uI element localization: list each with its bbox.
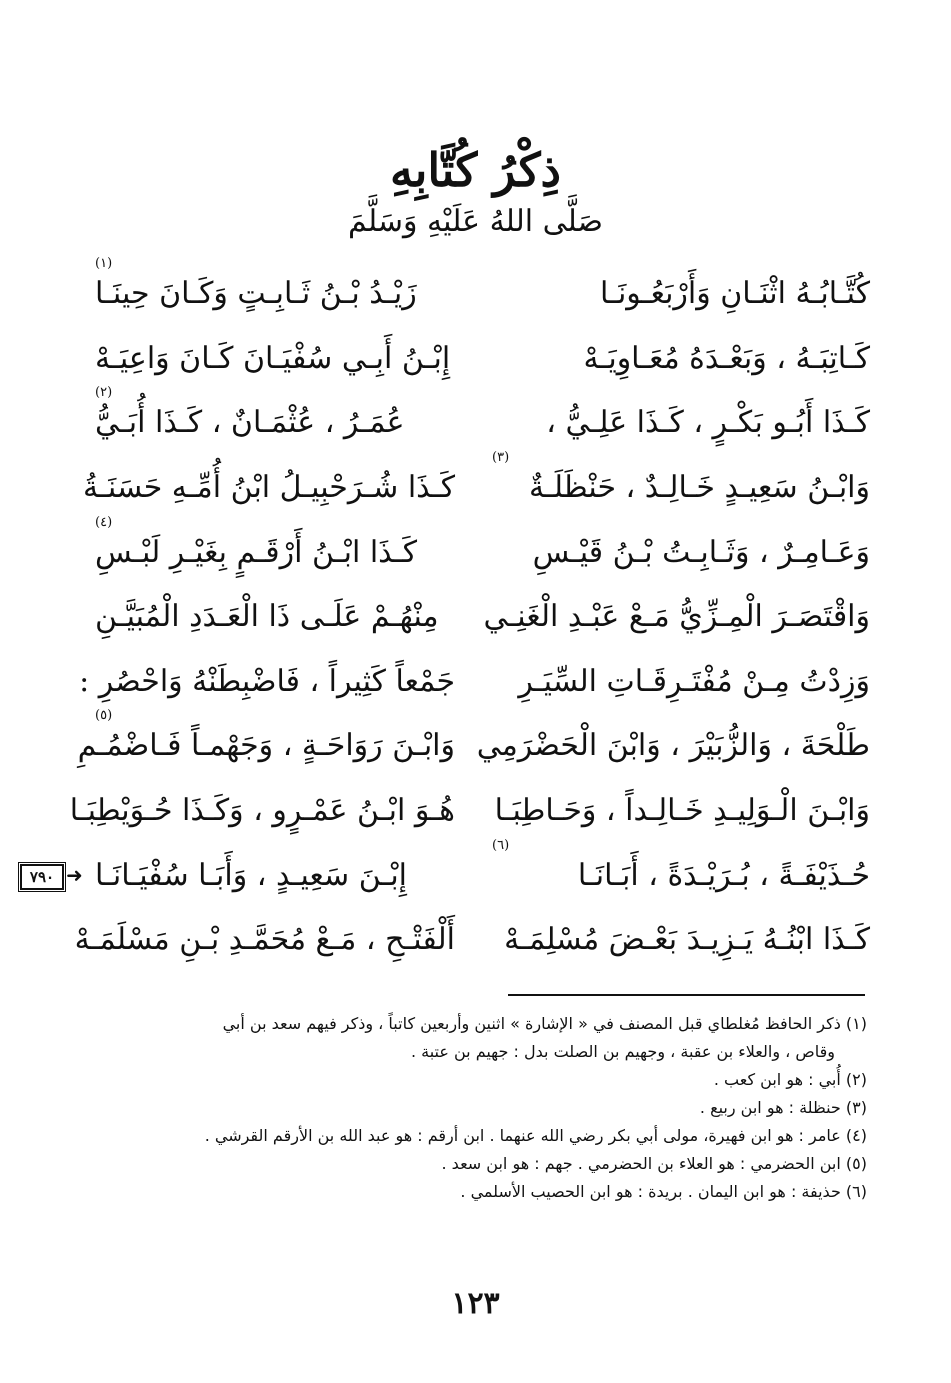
hemistich-text: كَـذَا ابْنُـهُ يَـزِيـدَ بَعْـضَ مُسْلِمَـهْ (504, 922, 870, 958)
verse-first-hemistich (492, 837, 870, 899)
hemistich-text: أَلْفَتْـحِ ، مَـعْ مُحَمَّـدِ بْـنِ مَسْلَمَـهْ (74, 922, 455, 958)
verse-first-hemistich (510, 271, 870, 317)
verse-second-hemistich (95, 594, 455, 640)
hemistich-text: كُتَّـابُـهُ اثْنَـانِ وَأَرْبَعُـونَـا (600, 276, 870, 312)
verse-second-hemistich (79, 659, 455, 705)
verse-second-hemistich (74, 917, 455, 963)
hemistich-text: وَابْـنُ سَعِيـدٍ خَـالِـدٌ ، حَنْظَلَـةٌ (529, 470, 870, 506)
hemistich-text: وَابْـنَ رَوَاحَـةٍ ، وَجَهْمـاً فَـاضْمُـمِ (77, 728, 455, 764)
page-number: ١٢٣ (451, 1286, 500, 1321)
verse-first-hemistich (483, 594, 870, 640)
verse-line (95, 385, 870, 456)
footnote: (٦) حذيفة : هو ابن اليمان . بريدة : هو ابن الحصيب الأسلمي . (460, 1182, 867, 1201)
verse-second-hemistich (77, 708, 455, 769)
verse-line (74, 908, 870, 973)
verse-line (95, 327, 870, 392)
verse-line (83, 450, 870, 521)
footnote-marker: (٦) (492, 837, 510, 853)
verse-line (95, 837, 870, 908)
verse-first-hemistich (510, 336, 870, 382)
verse-first-hemistich (510, 530, 870, 576)
verse-second-hemistich (95, 336, 455, 382)
hemistich-text: وَابْـنَ الْـوَلِيـدِ خَـالِـداً ، وَحَـاطِبَـا (494, 793, 870, 829)
verse-first-hemistich (494, 788, 870, 834)
verse-first-hemistich (510, 400, 870, 446)
footnote-divider (508, 994, 865, 996)
footnote-marker: (٢) (95, 385, 113, 401)
verse-second-hemistich (83, 465, 455, 511)
hemistich-text: وَاقْتَصَـرَ الْمِـزِّيُّ مَـعْ عَبْـدِ الْغَنِـي (483, 599, 870, 635)
page-subtitle: صَلَّى اللهُ عَلَيْهِ وَسَلَّمَ (348, 204, 603, 239)
footnote: وقاص ، والعلاء بن عقبة ، وجهيم بن الصلت بدل : جهيم بن عتبة . (410, 1042, 835, 1061)
verse-line (95, 256, 870, 327)
verse-second-hemistich (95, 514, 455, 576)
footnote: (٣) حنظلة : هو ابن ربيع . (699, 1098, 867, 1117)
verse-second-hemistich (69, 788, 455, 834)
hemistich-text: وَعَـامِـرٌ ، وَثَـابِـتُ بْـنُ قَيْـسِ (532, 534, 870, 570)
verse-line (79, 650, 870, 715)
hemistich-text: زَيْـدُ بْـنُ ثَـابِـتٍ وَكَـانَ حِينَـا (95, 276, 417, 312)
verse-line (77, 708, 870, 779)
footnote: (٥) ابن الحضرمي : هو العلاء بن الحضرمي . جهم : هو ابن سعد . (441, 1154, 867, 1173)
hemistich-text: كَـذَا أَبُـو بَكْـرٍ ، كَـذَا عَلِـيُّ ، (546, 405, 870, 441)
verse-first-hemistich (476, 723, 870, 769)
verse-line (95, 514, 870, 585)
verse-second-hemistich (95, 853, 455, 899)
hemistich-text: هُـوَ ابْـنُ عَمْـرٍو ، وَكَـذَا حُـوَيْطِبَـا (69, 793, 455, 829)
footnote: (٢) أُبي : هو ابن كعب . (713, 1070, 867, 1089)
footnote: (٤) عامر : هو ابن فهيرة، مولى أبي بكر رضي الله عنهما . ابن أرقم : هو عبد الله بن الأرقم القرشي . (204, 1126, 867, 1145)
footnotes (95, 1010, 867, 1206)
hemistich-text: عُمَـرُ ، عُثْمَـانٌ ، كَـذَا أُبَـيُّ (95, 405, 405, 441)
footnote: (١) ذكر الحافظ مُغلطاي قبل المصنف في « الإشارة » اثنين وأربعين كاتباً ، وذكر فيهم سعد بن أبي (222, 1014, 867, 1033)
hemistich-text: كَـاتِبَـهُ ، وَبَعْـدَهُ مُعَـاوِيَـهْ (583, 340, 870, 376)
hemistich-text: كَـذَا ابْـنُ أَرْقَـمٍ بِغَيْـرِ لَبْـسِ (95, 534, 417, 570)
hemistich-text: إِبْـنَ سَعِيـدٍ ، وَأَبَـا سُفْيَـانَـا (95, 857, 408, 893)
verse-first-hemistich (492, 450, 870, 511)
verse-line (69, 779, 870, 844)
footnote-marker: (١) (95, 256, 113, 272)
footnote-marker: (٥) (95, 708, 113, 724)
poem (69, 256, 870, 973)
page-title: ذِكْرُ كُتَّابِهِ (389, 143, 562, 197)
footnote-marker: (٣) (492, 450, 510, 466)
hemistich-text: حُـذَيْفَـةً ، بُـرَيْـدَةً ، أَبَـانَـا (577, 857, 870, 893)
hemistich-text: إِبْـنُ أَبِـي سُفْيَـانَ كَـانَ وَاعِيَـهْ (95, 340, 451, 376)
hemistich-text: طَلْحَةَ ، وَالزُّبَيْرَ ، وَابْنَ الْحَضْرَمِي (476, 728, 870, 764)
verse-second-hemistich (95, 256, 455, 317)
verse-first-hemistich (510, 659, 870, 705)
margin-verse-number: ٧٩٠ (20, 864, 64, 890)
verse-first-hemistich (504, 917, 870, 963)
hemistich-text: مِنْهُـمْ عَلَـى ذَا الْعَـدَدِ الْمُبَيَّـنِ (95, 599, 439, 635)
hemistich-text: وَزِدْتُ مِـنْ مُفْتَـرِقَـاتِ السِّيَـرِ (518, 663, 870, 699)
footnote-marker: (٤) (95, 514, 113, 530)
verse-second-hemistich (95, 385, 455, 446)
margin-arrow-icon: ➜ (66, 863, 83, 887)
hemistich-text: جَمْعاً كَثِيراً ، فَاضْبِطَنْهُ وَاحْصُرِ : (79, 663, 455, 699)
verse-line (95, 585, 870, 650)
hemistich-text: كَـذَا شُـرَحْبِيـلُ ابْنُ أُمِّـهِ حَسَنَـةُ (83, 470, 455, 506)
